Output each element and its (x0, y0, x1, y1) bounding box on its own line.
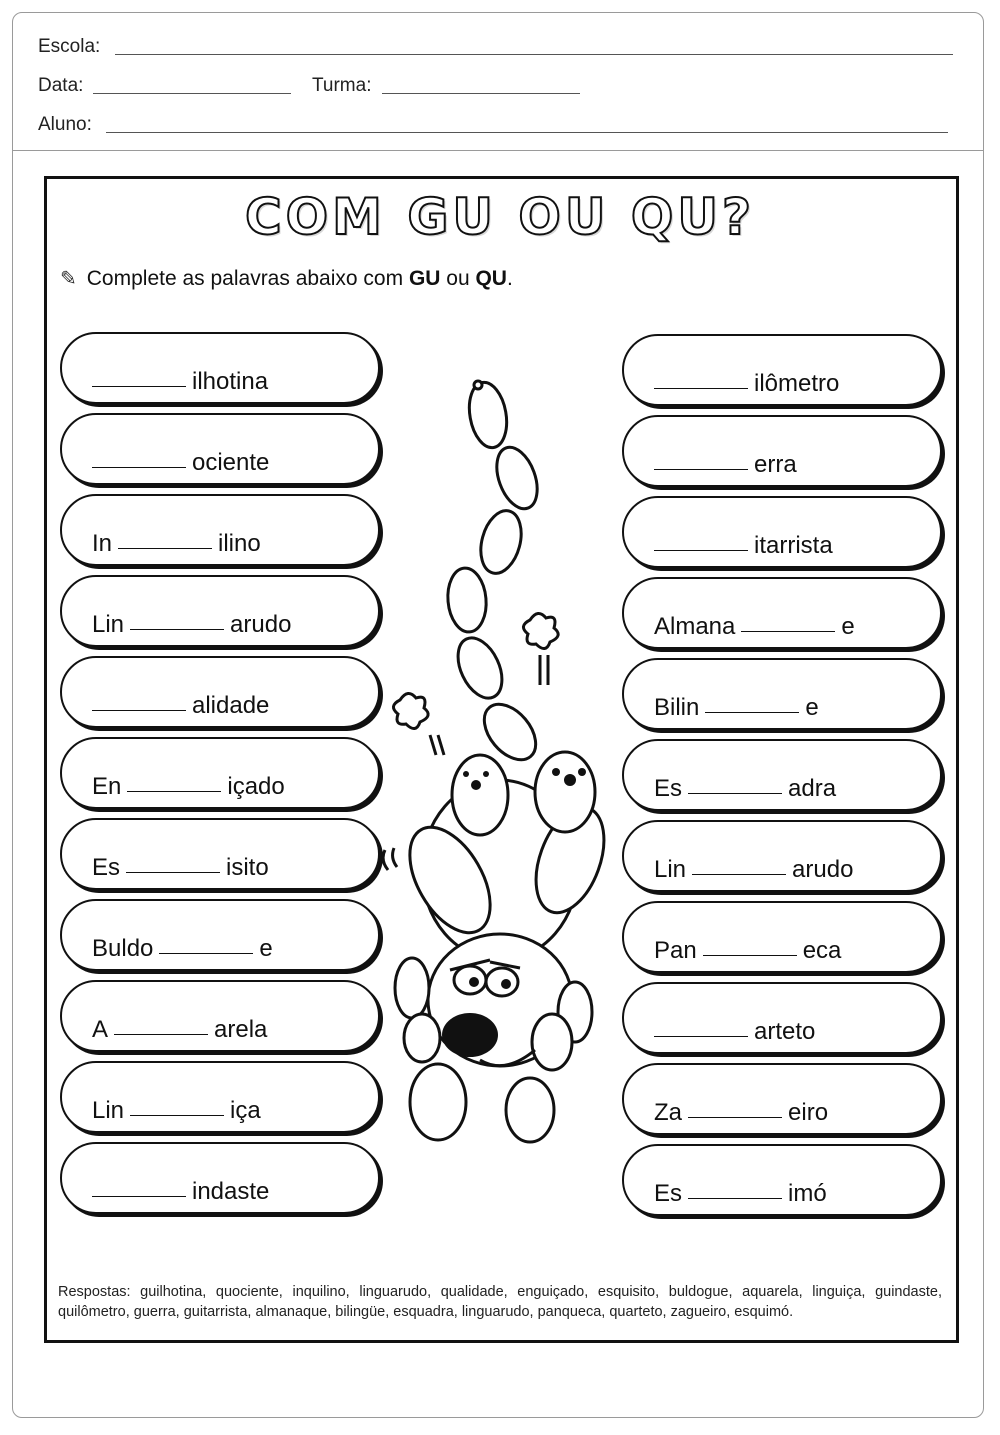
fill-blank[interactable] (92, 466, 186, 468)
instruction-qu: QU (475, 267, 507, 290)
word-suffix: e (259, 935, 273, 962)
fill-blank[interactable] (130, 628, 224, 630)
instruction-middle: ou (440, 267, 476, 290)
word-text (654, 1099, 828, 1127)
word-pill (60, 980, 380, 1052)
fill-blank[interactable] (159, 952, 253, 954)
word-pill (60, 332, 380, 404)
word-suffix: itarrista (754, 532, 833, 559)
word-suffix: imó (788, 1180, 827, 1207)
word-prefix: Lin (92, 611, 125, 638)
fill-blank[interactable] (130, 1114, 224, 1116)
word-prefix: Lin (92, 1097, 125, 1124)
word-suffix: içado (227, 773, 285, 800)
pencil-icon: ✎ (60, 268, 77, 290)
word-prefix: En (92, 773, 122, 800)
instruction-prefix: Complete as palavras abaixo com (86, 267, 409, 290)
word-prefix: Lin (654, 856, 687, 883)
word-pill (60, 494, 380, 566)
word-pill (60, 575, 380, 647)
fill-blank[interactable] (692, 873, 786, 875)
turma-label: Turma: (312, 75, 372, 96)
fill-blank[interactable] (92, 709, 186, 711)
word-suffix: adra (788, 775, 837, 802)
word-prefix: In (92, 530, 113, 557)
dog-with-sausages-illustration (370, 370, 620, 1150)
fill-blank[interactable] (688, 1116, 782, 1118)
fill-blank[interactable] (703, 954, 797, 956)
escola-label: Escola: (38, 36, 101, 57)
word-pill (622, 739, 942, 811)
word-text (92, 530, 261, 558)
fill-blank[interactable] (118, 547, 212, 549)
word-suffix: e (805, 694, 819, 721)
word-prefix: A (92, 1016, 109, 1043)
word-text (654, 937, 841, 965)
word-pill (60, 1142, 380, 1214)
word-pill (60, 413, 380, 485)
word-suffix: eca (802, 937, 842, 964)
header-divider (13, 150, 983, 151)
word-pill (622, 415, 942, 487)
data-field[interactable] (93, 93, 291, 94)
word-text (92, 611, 291, 639)
word-text (654, 1180, 827, 1208)
word-suffix: iça (230, 1097, 261, 1124)
instruction-suffix: . (506, 267, 513, 290)
fill-blank[interactable] (654, 468, 748, 470)
word-pill (622, 496, 942, 568)
word-suffix: arudo (230, 611, 292, 638)
fill-blank[interactable] (654, 549, 748, 551)
word-text (92, 1016, 267, 1044)
fill-blank[interactable] (92, 1195, 186, 1197)
word-pill (60, 818, 380, 890)
word-suffix: arela (214, 1016, 268, 1043)
word-pill (622, 334, 942, 406)
word-pill (622, 901, 942, 973)
fill-blank[interactable] (705, 711, 799, 713)
word-suffix: arudo (792, 856, 854, 883)
word-text (654, 532, 833, 560)
word-text (92, 854, 269, 882)
word-pill (622, 577, 942, 649)
word-suffix: e (841, 613, 855, 640)
fill-blank[interactable] (688, 792, 782, 794)
data-label: Data: (38, 75, 84, 96)
word-pill (60, 899, 380, 971)
turma-field[interactable] (382, 93, 580, 94)
word-pill (60, 737, 380, 809)
word-text (92, 935, 273, 963)
fill-blank[interactable] (741, 630, 835, 632)
word-text (92, 773, 285, 801)
word-text (654, 1018, 815, 1046)
word-suffix: erra (754, 451, 797, 478)
word-suffix: ociente (192, 449, 270, 476)
word-suffix: alidade (192, 692, 270, 719)
word-text (92, 1097, 261, 1125)
word-pill (622, 1144, 942, 1216)
word-prefix: Pan (654, 937, 697, 964)
word-text (654, 694, 819, 722)
fill-blank[interactable] (688, 1197, 782, 1199)
aluno-field[interactable] (106, 132, 948, 133)
word-text (654, 451, 797, 479)
word-text (654, 613, 855, 641)
word-text (92, 692, 269, 720)
instruction-gu: GU (408, 267, 441, 290)
word-prefix: Es (92, 854, 121, 881)
escola-field[interactable] (115, 54, 953, 55)
word-text (92, 449, 269, 477)
word-pill (622, 820, 942, 892)
word-pill (60, 656, 380, 728)
word-prefix: Bilin (654, 694, 700, 721)
answers-text: Respostas: guilhotina, quociente, inquilino, linguarudo, qualidade, enguiçado, esquisito, buldogue, aquarela, linguiça, guindaste, quilômetro, guerra, guitarrista, almanaque, bilingüe, esquadra, linguarudo, panqueca, quarteto, zagueiro, esquimó. (58, 1284, 942, 1320)
word-pill (622, 658, 942, 730)
page-title: COM GU OU QU? (244, 188, 756, 246)
word-text (92, 368, 268, 396)
word-suffix: ilômetro (754, 370, 840, 397)
word-suffix: indaste (192, 1178, 270, 1205)
word-suffix: ilhotina (192, 368, 269, 395)
fill-blank[interactable] (126, 871, 220, 873)
word-text (654, 370, 839, 398)
word-text (92, 1178, 269, 1206)
word-suffix: ilino (218, 530, 261, 557)
word-pill (60, 1061, 380, 1133)
word-pill (622, 982, 942, 1054)
instruction (60, 266, 513, 291)
word-prefix: Es (654, 1180, 683, 1207)
word-prefix: Es (654, 775, 683, 802)
fill-blank[interactable] (654, 387, 748, 389)
fill-blank[interactable] (114, 1033, 208, 1035)
word-prefix: Buldo (92, 935, 154, 962)
word-pill (622, 1063, 942, 1135)
word-suffix: arteto (754, 1018, 816, 1045)
word-text (654, 856, 853, 884)
word-suffix: isito (226, 854, 269, 881)
word-text (654, 775, 836, 803)
fill-blank[interactable] (92, 385, 186, 387)
word-prefix: Za (654, 1099, 683, 1126)
fill-blank[interactable] (127, 790, 221, 792)
word-suffix: eiro (788, 1099, 829, 1126)
fill-blank[interactable] (654, 1035, 748, 1037)
aluno-label: Aluno: (38, 114, 92, 135)
word-prefix: Almana (654, 613, 736, 640)
